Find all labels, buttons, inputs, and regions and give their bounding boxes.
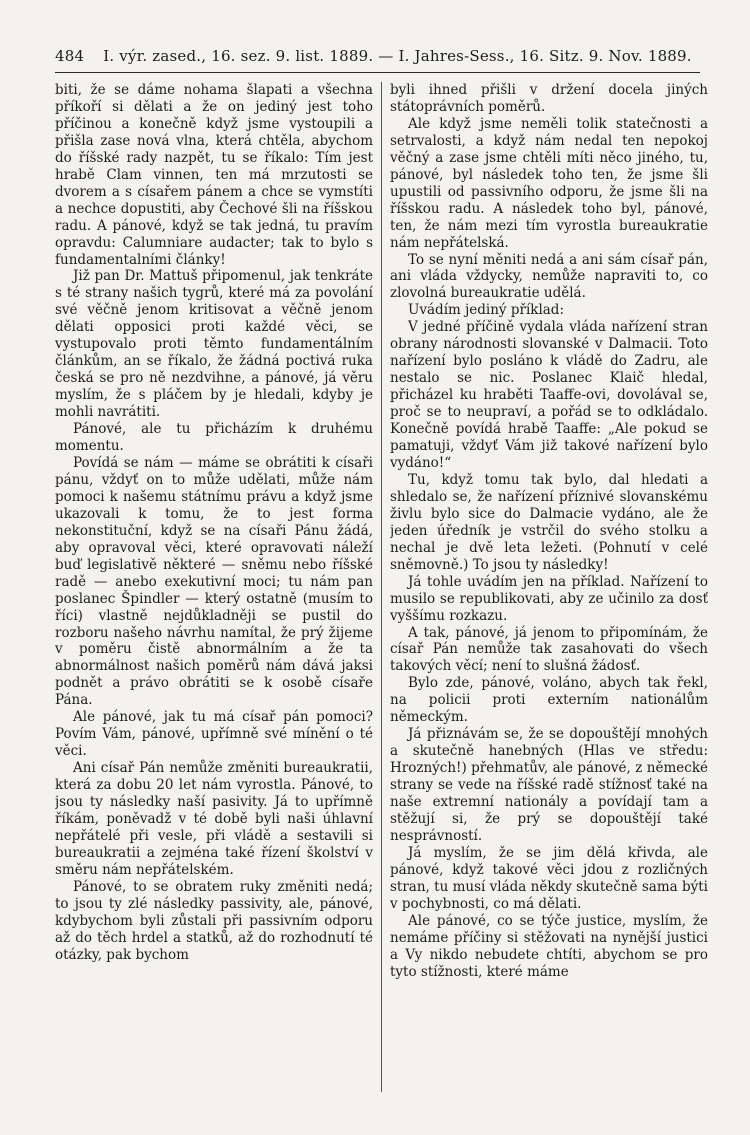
paragraph: Povídá se nám — máme se obrátiti k císaři pánu, vždyť on to může udělati, může nám pomoci k našemu státnímu právu a když jsme ukazovali k tomu, že to jest forma nekonstituční, když se na císaři Pánu žádá, aby opravoval věci, které opravovati náleží buď legislativě některé — sněmu nebo říšské radě — anebo exekutivní moci; tu nám pan poslanec Špindler — který ostatně (musím to říci) vlastně nejdůkladněji se pustil do rozboru našeho návrhu namítal, že prý žijeme v poměru čistě abnormálním a že ta abnormálnost našich poměrů nám dává jaksi podnět a právo obrátiti se k osobě císaře Pána. (55, 454, 373, 709)
paragraph: A tak, pánové, já jenom to připomínám, že císař Pán nemůže tak zasahovati do všech takových věcí; není to slušná žádosť. (390, 624, 708, 675)
paragraph: Pánové, ale tu přicházím k druhému momentu. (55, 421, 373, 455)
column-divider (381, 82, 382, 1092)
running-header (55, 46, 695, 66)
left-column (55, 82, 373, 1100)
paragraph: Já tohle uvádím jen na příklad. Nařízení to musilo se republikovati, aby ze učinilo za dosť vyššímu rozkazu. (390, 573, 708, 624)
paragraph: Bylo zde, pánové, voláno, abych tak řekl, na policii proti externím nationálům německým. (390, 675, 708, 726)
paragraph: Ani císař Pán nemůže změniti bureaukratii, která za dobu 20 let nám vyrostla. Pánové, to jsou ty následky naší pasivity. Já to upřímně říkám, poněvadž v té době byli naši úhlavní nepřátelé při vesle, při vládě a sestavili si bureaukratii a zejména také řízení školství v směru nám nepřátelském. (55, 760, 373, 878)
paragraph: Ale pánové, co se týče justice, myslím, že nemáme příčiny si stěžovati na nynější justici a Vy nikdo nebudete chtíti, abychom se pro tyto stížnosti, které máme (390, 912, 708, 980)
paragraph: Ale když jsme neměli tolik statečnosti a setrvalosti, a když nám nedal ten nepokoj věčný a zase jsme chtěli míti něco jiného, tu, pánové, byl následek toho ten, že jsme šli upustili od passivního odporu, že jsme šli na říšskou radu. A následek toho byl, pánové, ten, že nám mezi tím vyrostla bureaukratie nám nepřátelská. (390, 115, 708, 251)
paragraph: Ale pánové, jak tu má císař pán pomoci? Povím Vám, pánové, upřímně své mínění o té věci. (55, 709, 373, 760)
paragraph: To se nyní měniti nedá a ani sám císař pán, ani vláda vždycky, nemůže napraviti to, co zlovolná bureaukratie udělá. (390, 251, 708, 302)
paragraph: Již pan Dr. Mattuš připomenul, jak tenkráte s té strany našich tygrů, které má za povolání své věčně jenom kritisovat a věčně jenom dělati opposici proti každé věci, se vystupovalo proti těmto fundamentálním článkům, an se říkalo, že žádná poctivá ruka česká se pro ně nezdvihne, a pánové, já věru myslím, že s pláčem by je hledali, kdyby je mohli navrátiti. (55, 268, 373, 421)
paragraph: Uvádím jediný příklad: (408, 302, 565, 319)
paragraph: byli ihned přišli v držení docela jiných státoprávních poměrů. (390, 82, 708, 115)
paragraph: Pánové, to se obratem ruky změniti nedá; to jsou ty zlé následky passivity, ale, pánové, kdybychom byli zůstali při passivním odporu až do těch hrdel a statků, až do rozhodnutí té otázky, pak bychom (55, 878, 373, 963)
header-title: I. výr. zased., 16. sez. 9. list. 1889. — I. Jahres-Sess., 16. Sitz. 9. Nov. 1889. (103, 47, 692, 65)
right-column (390, 82, 708, 1100)
paragraph: biti, že se dáme nohama šlapati a všechna příkoří si dělati a že on jediný jest toho příčinou a konečně když jsme vystoupili a přišla zase nová vlna, která chtěla, abychom do říšské rady nazpět, tu se říkalo: Tím jest hrabě Clam vinnen, ten má mrzutosti se dvorem a s císařem pánem a chce se vymstíti a nechce dopustiti, aby Čechové šli na říšskou radu. A pánové, když se tak jedná, tu pravím opravdu: Calumniare audacter; tak to bylo s fundamentalními články! (55, 82, 373, 268)
paragraph: Já myslím, že se jim dělá křivda, ale pánové, když takové věci jdou z rozličných stran, tu musí vláda někdy skutečně sama býti v pochybnosti, co má dělati. (390, 844, 708, 912)
paragraph: V jedné příčině vydala vláda nařízení stran obrany národnosti slovanské v Dalmacii. Toto nařízení bylo posláno k vládě do Zadru, ale nestalo se nic. Poslanec Klaič hledal, přicházel ku hraběti Taaffe-ovi, dovolával se, proč se to neupraví, a pořád se to odkládalo. Konečně povídá hrabě Taaffe: „Ale pokud se pamatuji, vždyť Vám již takové nařízení bylo vydáno!“ (390, 319, 708, 471)
paragraph: Já přiznávám se, že se dopouštějí mnohých a skutečně hanebných (Hlas ve středu: Hrozných!) přehmatův, ale pánové, z německé strany se vede na říšské radě stížnosť také na naše extremní nationály a povídají tam a stěžují si, že prý se dopouštějí také nesprávností. (390, 726, 708, 844)
page-number: 484 (55, 47, 85, 65)
paragraph: Tu, když tomu tak bylo, dal hledati a shledalo se, že nařízení příznivé slovanskému živlu bylo sice do Dalmacie vydáno, ale že jeden úředník je vstrčil do svého stolku a nechal je dvě leta ležeti. (Pohnutí v celé sněmovně.) To jsou ty následky! (390, 471, 708, 573)
header-rule (55, 72, 700, 73)
